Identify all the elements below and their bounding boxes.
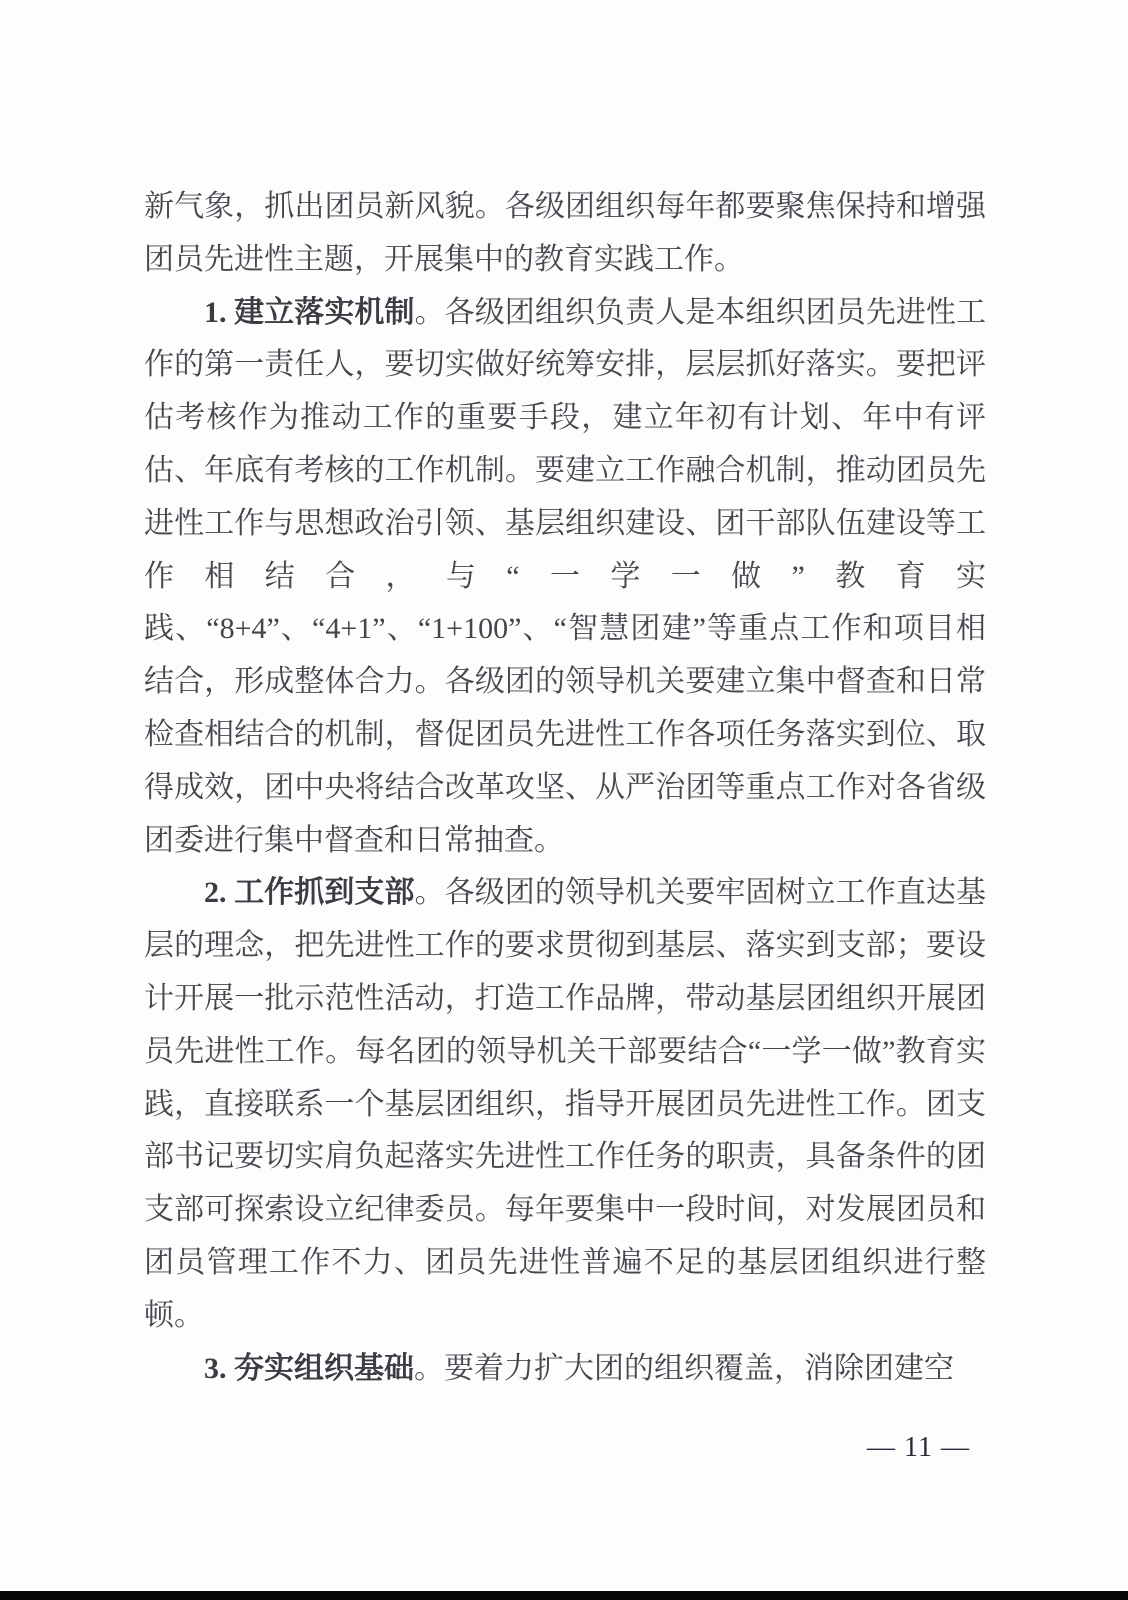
paragraph	[144, 867, 986, 1342]
paragraph	[144, 181, 986, 287]
document-body	[144, 181, 986, 1395]
text-run: 新气象，抓出团员新风貌。各级团组织每年都要聚焦保持和增强团员先进性主题，开展集中的教育实践工作。	[144, 190, 986, 276]
page-number: — 11 —	[867, 1432, 970, 1463]
heading-run: 2. 工作抓到支部	[204, 876, 415, 910]
paragraph	[144, 1343, 986, 1396]
text-run: 。各级团组织负责人是本组织团员先进性工作的第一责任人，要切实做好统筹安排，层层抓好落实。要把评估考核作为推动工作的重要手段，建立年初有计划、年中有评估、年底有考核的工作机制。要建立工作融合机制，推动团员先进性工作与思想政治引领、基层组织建设、团干部队伍建设等工作相结合，与“一学一做”教育实践、“8+4”、“4+1”、“1+100”、“智慧团建”等重点工作和项目相结合，形成整体合力。各级团的领导机关要建立集中督查和日常检查相结合的机制，督促团员先进性工作各项任务落实到位、取得成效，团中央将结合改革攻坚、从严治团等重点工作对各省级团委进行集中督查和日常抽查。	[144, 295, 987, 857]
scan-edge-bar	[0, 1591, 1128, 1600]
paragraph	[144, 287, 986, 868]
heading-run: 3. 夯实组织基础	[204, 1351, 414, 1385]
text-run: 。各级团的领导机关要牢固树立工作直达基层的理念，把先进性工作的要求贯彻到基层、落实到支部；要设计开展一批示范性活动，打造工作品牌，带动基层团组织开展团员先进性工作。每名团的领导机关干部要结合“一学一做”教育实践，直接联系一个基层团组织，指导开展团员先进性工作。团支部书记要切实肩负起落实先进性工作任务的职责，具备条件的团支部可探索设立纪律委员。每年要集中一段时间，对发展团员和团员管理工作不力、团员先进性普遍不足的基层团组织进行整顿。	[144, 876, 987, 1332]
text-run: 。要着力扩大团的组织覆盖，消除团建空	[414, 1351, 954, 1385]
heading-run: 1. 建立落实机制	[204, 295, 415, 329]
